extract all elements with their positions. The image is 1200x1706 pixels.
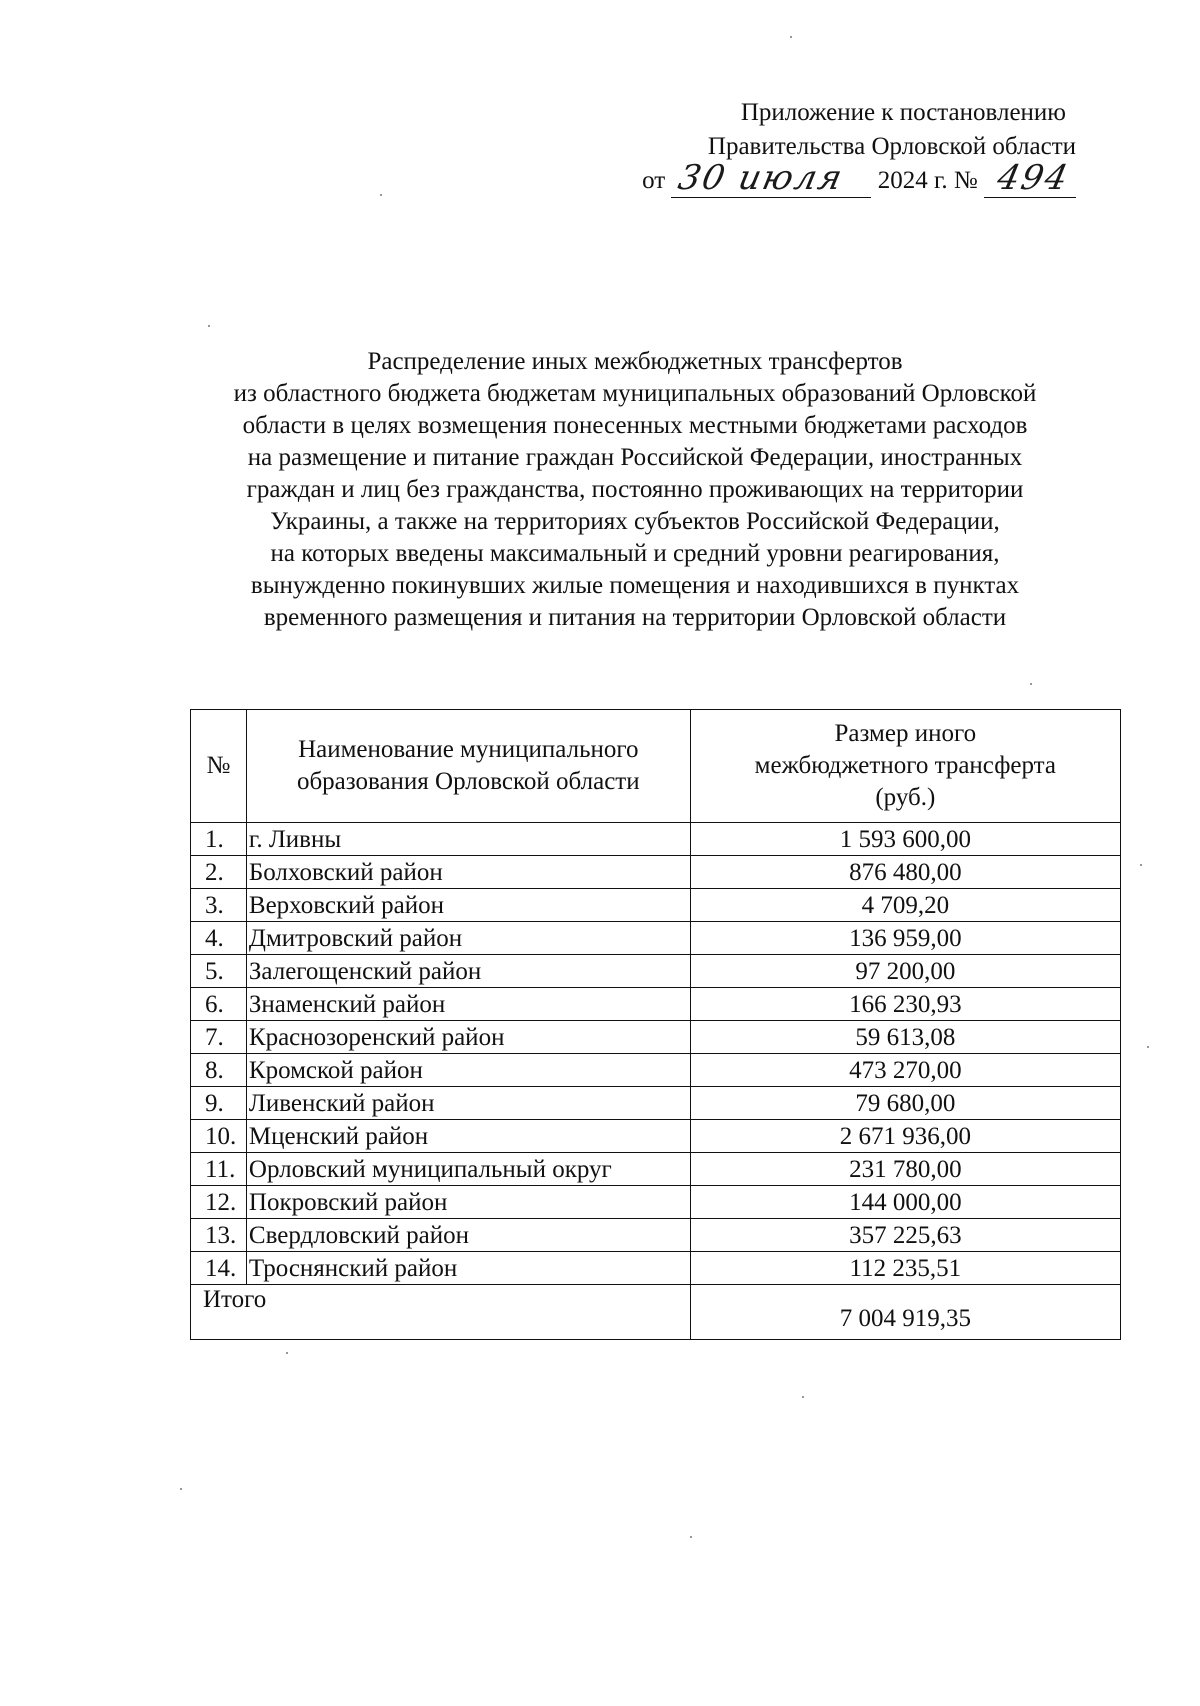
row-amount: 2 671 936,00 bbox=[690, 1120, 1120, 1153]
title-line: на которых введены максимальный и средний уровни реагирования, bbox=[270, 540, 1000, 567]
title-line: временного размещения и питания на территории Орловской области bbox=[263, 604, 1007, 631]
row-amount: 166 230,93 bbox=[690, 988, 1120, 1021]
table-row bbox=[191, 1252, 1121, 1285]
total-label: Итого bbox=[191, 1285, 691, 1340]
row-amount: 4 709,20 bbox=[690, 889, 1120, 922]
table-body bbox=[191, 823, 1121, 1285]
scan-speck bbox=[380, 194, 382, 196]
table-row bbox=[191, 988, 1121, 1021]
row-number: 3. bbox=[191, 889, 247, 922]
date-blank bbox=[671, 158, 871, 198]
table-row bbox=[191, 1186, 1121, 1219]
title-line: на размещение и питание граждан Российской Федерации, иностранных bbox=[247, 444, 1023, 471]
table-row bbox=[191, 1054, 1121, 1087]
row-number: 9. bbox=[191, 1087, 247, 1120]
table-row bbox=[191, 1219, 1121, 1252]
scan-speck bbox=[180, 1488, 182, 1490]
row-municipality: Верховский район bbox=[246, 889, 690, 922]
header-transfer-amount: Размер иного межбюджетного трансферта (руб.) bbox=[690, 710, 1120, 823]
row-amount: 97 200,00 bbox=[690, 955, 1120, 988]
title-line: граждан и лиц без гражданства, постоянно проживающих на территории bbox=[246, 476, 1024, 503]
row-number: 5. bbox=[191, 955, 247, 988]
number-blank bbox=[984, 158, 1076, 198]
row-number: 8. bbox=[191, 1054, 247, 1087]
row-municipality: Краснозоренский район bbox=[246, 1021, 690, 1054]
table-row bbox=[191, 889, 1121, 922]
handwritten-date: 30 июля bbox=[675, 158, 848, 198]
row-municipality: Орловский муниципальный округ bbox=[246, 1153, 690, 1186]
title-line: из областного бюджета бюджетам муниципальных образований Орловской bbox=[233, 380, 1037, 407]
row-municipality: Ливенский район bbox=[246, 1087, 690, 1120]
header-number: № bbox=[191, 710, 247, 823]
distribution-table bbox=[190, 709, 1121, 1340]
table-row bbox=[191, 823, 1121, 856]
row-number: 7. bbox=[191, 1021, 247, 1054]
document-title bbox=[170, 346, 1100, 634]
scan-speck bbox=[1140, 864, 1142, 866]
table-row bbox=[191, 856, 1121, 889]
appendix-line-2: Правительства Орловской области bbox=[707, 133, 1076, 160]
row-municipality: Болховский район bbox=[246, 856, 690, 889]
row-amount: 59 613,08 bbox=[690, 1021, 1120, 1054]
title-line: вынужденно покинувших жилые помещения и находившихся в пунктах bbox=[250, 572, 1020, 599]
row-amount: 231 780,00 bbox=[690, 1153, 1120, 1186]
total-row bbox=[191, 1285, 1121, 1340]
row-municipality: г. Ливны bbox=[246, 823, 690, 856]
row-municipality: Дмитровский район bbox=[246, 922, 690, 955]
appendix-line-1: Приложение к постановлению bbox=[740, 99, 1066, 126]
row-amount: 112 235,51 bbox=[690, 1252, 1120, 1285]
row-amount: 473 270,00 bbox=[690, 1054, 1120, 1087]
header-municipality: Наименование муниципального образования Орловской области bbox=[246, 710, 690, 823]
row-number: 2. bbox=[191, 856, 247, 889]
scan-speck bbox=[1147, 1046, 1149, 1048]
handwritten-number: 494 bbox=[993, 158, 1074, 198]
title-line: Распределение иных межбюджетных трансфертов bbox=[367, 348, 903, 375]
appendix-header bbox=[600, 96, 1100, 198]
row-municipality: Кромской район bbox=[246, 1054, 690, 1087]
scan-speck bbox=[1030, 683, 1032, 685]
scan-speck bbox=[286, 1352, 288, 1354]
row-amount: 79 680,00 bbox=[690, 1087, 1120, 1120]
row-number: 11. bbox=[191, 1153, 247, 1186]
title-line: Украины, а также на территориях субъектов Российской Федерации, bbox=[270, 508, 1000, 535]
row-municipality: Знаменский район bbox=[246, 988, 690, 1021]
table-row bbox=[191, 1087, 1121, 1120]
row-amount: 1 593 600,00 bbox=[690, 823, 1120, 856]
row-number: 6. bbox=[191, 988, 247, 1021]
row-municipality: Залегощенский район bbox=[246, 955, 690, 988]
year-number-label: 2024 г. № bbox=[877, 167, 978, 194]
row-number: 13. bbox=[191, 1219, 247, 1252]
table-header-row bbox=[191, 710, 1121, 823]
row-amount: 357 225,63 bbox=[690, 1219, 1120, 1252]
scan-speck bbox=[802, 1396, 804, 1398]
total-value: 7 004 919,35 bbox=[690, 1285, 1120, 1340]
table-row bbox=[191, 955, 1121, 988]
scan-speck bbox=[208, 325, 210, 327]
row-number: 14. bbox=[191, 1252, 247, 1285]
row-number: 1. bbox=[191, 823, 247, 856]
scan-speck bbox=[790, 36, 792, 38]
row-municipality: Мценский район bbox=[246, 1120, 690, 1153]
row-number: 12. bbox=[191, 1186, 247, 1219]
table-row bbox=[191, 1120, 1121, 1153]
row-amount: 136 959,00 bbox=[690, 922, 1120, 955]
appendix-date-line bbox=[600, 158, 1100, 198]
row-amount: 144 000,00 bbox=[690, 1186, 1120, 1219]
table-row bbox=[191, 922, 1121, 955]
date-prefix: от bbox=[642, 167, 666, 194]
row-municipality: Троснянский район bbox=[246, 1252, 690, 1285]
row-number: 10. bbox=[191, 1120, 247, 1153]
table-row bbox=[191, 1153, 1121, 1186]
row-municipality: Покровский район bbox=[246, 1186, 690, 1219]
scan-speck bbox=[690, 1536, 692, 1538]
title-line: области в целях возмещения понесенных местными бюджетами расходов bbox=[242, 412, 1028, 439]
row-amount: 876 480,00 bbox=[690, 856, 1120, 889]
table-row bbox=[191, 1021, 1121, 1054]
row-number: 4. bbox=[191, 922, 247, 955]
row-municipality: Свердловский район bbox=[246, 1219, 690, 1252]
